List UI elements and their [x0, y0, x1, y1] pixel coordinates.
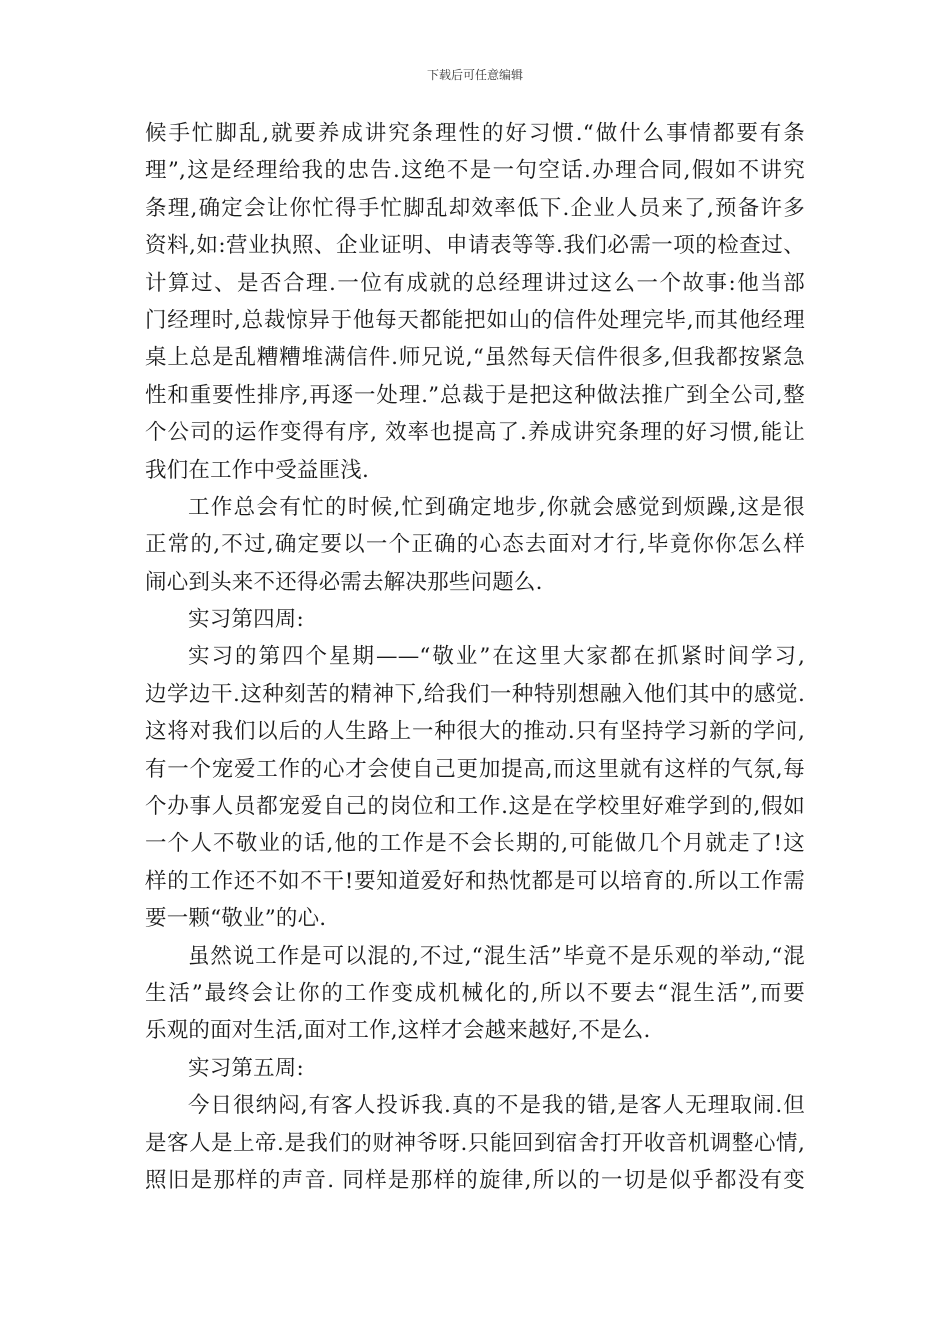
text-line: 正常的,不过,确定要以一个正确的心态去面对才行,毕竟你你怎么样 — [145, 532, 805, 558]
text-line: 条理,确定会让你忙得手忙脚乱却效率低下.企业人员来了,预备许多 — [145, 195, 805, 221]
page-header: 下载后可任意编辑 — [426, 68, 523, 82]
text-line: 一个人不敬业的话,他的工作是不会长期的,可能做几个月就走了!这 — [145, 831, 805, 857]
text-line: 闹心到头来不还得必需去解决那些问题么. — [145, 569, 543, 595]
text-line: 桌上总是乱糟糟堆满信件.师兄说,“虽然每天信件很多,但我都按紧急 — [145, 345, 805, 371]
text-line: 乐观的面对生活,面对工作,这样才会越来越好,不是么. — [145, 1018, 651, 1044]
text-line: 候手忙脚乱,就要养成讲究条理性的好习惯.“做什么事情都要有条 — [145, 121, 805, 146]
text-line: 工作总会有忙的时候,忙到确定地步,你就会感觉到烦躁,这是很 — [188, 494, 805, 520]
text-line: 虽然说工作是可以混的,不过,“混生活”毕竟不是乐观的举动,“混 — [188, 943, 805, 969]
text-line: 性和重要性排序,再逐一处理.”总裁于是把这种做法推广到全公司,整 — [145, 382, 805, 408]
text-line: 这将对我们以后的人生路上一种很大的推动.只有坚持学习新的学问, — [145, 719, 805, 745]
text-line: 门经理时,总裁惊异于他每天都能把如山的信件处理完毕,而其他经理 — [145, 307, 805, 333]
text-line: 实习第五周: — [188, 1055, 304, 1081]
text-line: 要一颗“敬业”的心. — [145, 906, 327, 932]
text-line: 我们在工作中受益匪浅. — [145, 457, 370, 483]
text-line: 实习第四周: — [188, 607, 304, 633]
text-line: 个办事人员都宠爱自己的岗位和工作.这是在学校里好难学到的,假如 — [145, 794, 805, 820]
text-line: 有一个宠爱工作的心才会使自己更加提高,而这里就有这样的气氛,每 — [145, 756, 805, 782]
text-line: 理”,这是经理给我的忠告.这绝不是一句空话.办理合同,假如不讲究 — [145, 158, 805, 184]
text-line: 资料,如:营业执照、企业证明、申请表等等.我们必需一项的检查过、 — [145, 233, 805, 259]
text-line: 今日很纳闷,有客人投诉我.真的不是我的错,是客人无理取闹.但 — [188, 1093, 805, 1119]
text-line: 样的工作还不如不干!要知道爱好和热忱都是可以培育的.所以工作需 — [145, 868, 805, 894]
text-line: 照旧是那样的声音. 同样是那样的旋律,所以的一切是似乎都没有变 — [145, 1167, 805, 1193]
text-line: 边学边干.这种刻苦的精神下,给我们一种特别想融入他们其中的感觉. — [145, 681, 805, 707]
text-line: 个公司的运作变得有序, 效率也提高了.养成讲究条理的好习惯,能让 — [145, 420, 805, 446]
text-line: 生活”最终会让你的工作变成机械化的,所以不要去“混生活”,而要 — [145, 980, 805, 1006]
text-line: 实习的第四个星期——“敬业”在这里大家都在抓紧时间学习, — [188, 644, 805, 670]
text-line: 是客人是上帝.是我们的财神爷呀.只能回到宿舍打开收音机调整心情, — [145, 1130, 805, 1156]
text-line: 计算过、是否合理.一位有成就的总经理讲过这么一个故事:他当部 — [145, 270, 805, 296]
document-body — [145, 115, 805, 1199]
